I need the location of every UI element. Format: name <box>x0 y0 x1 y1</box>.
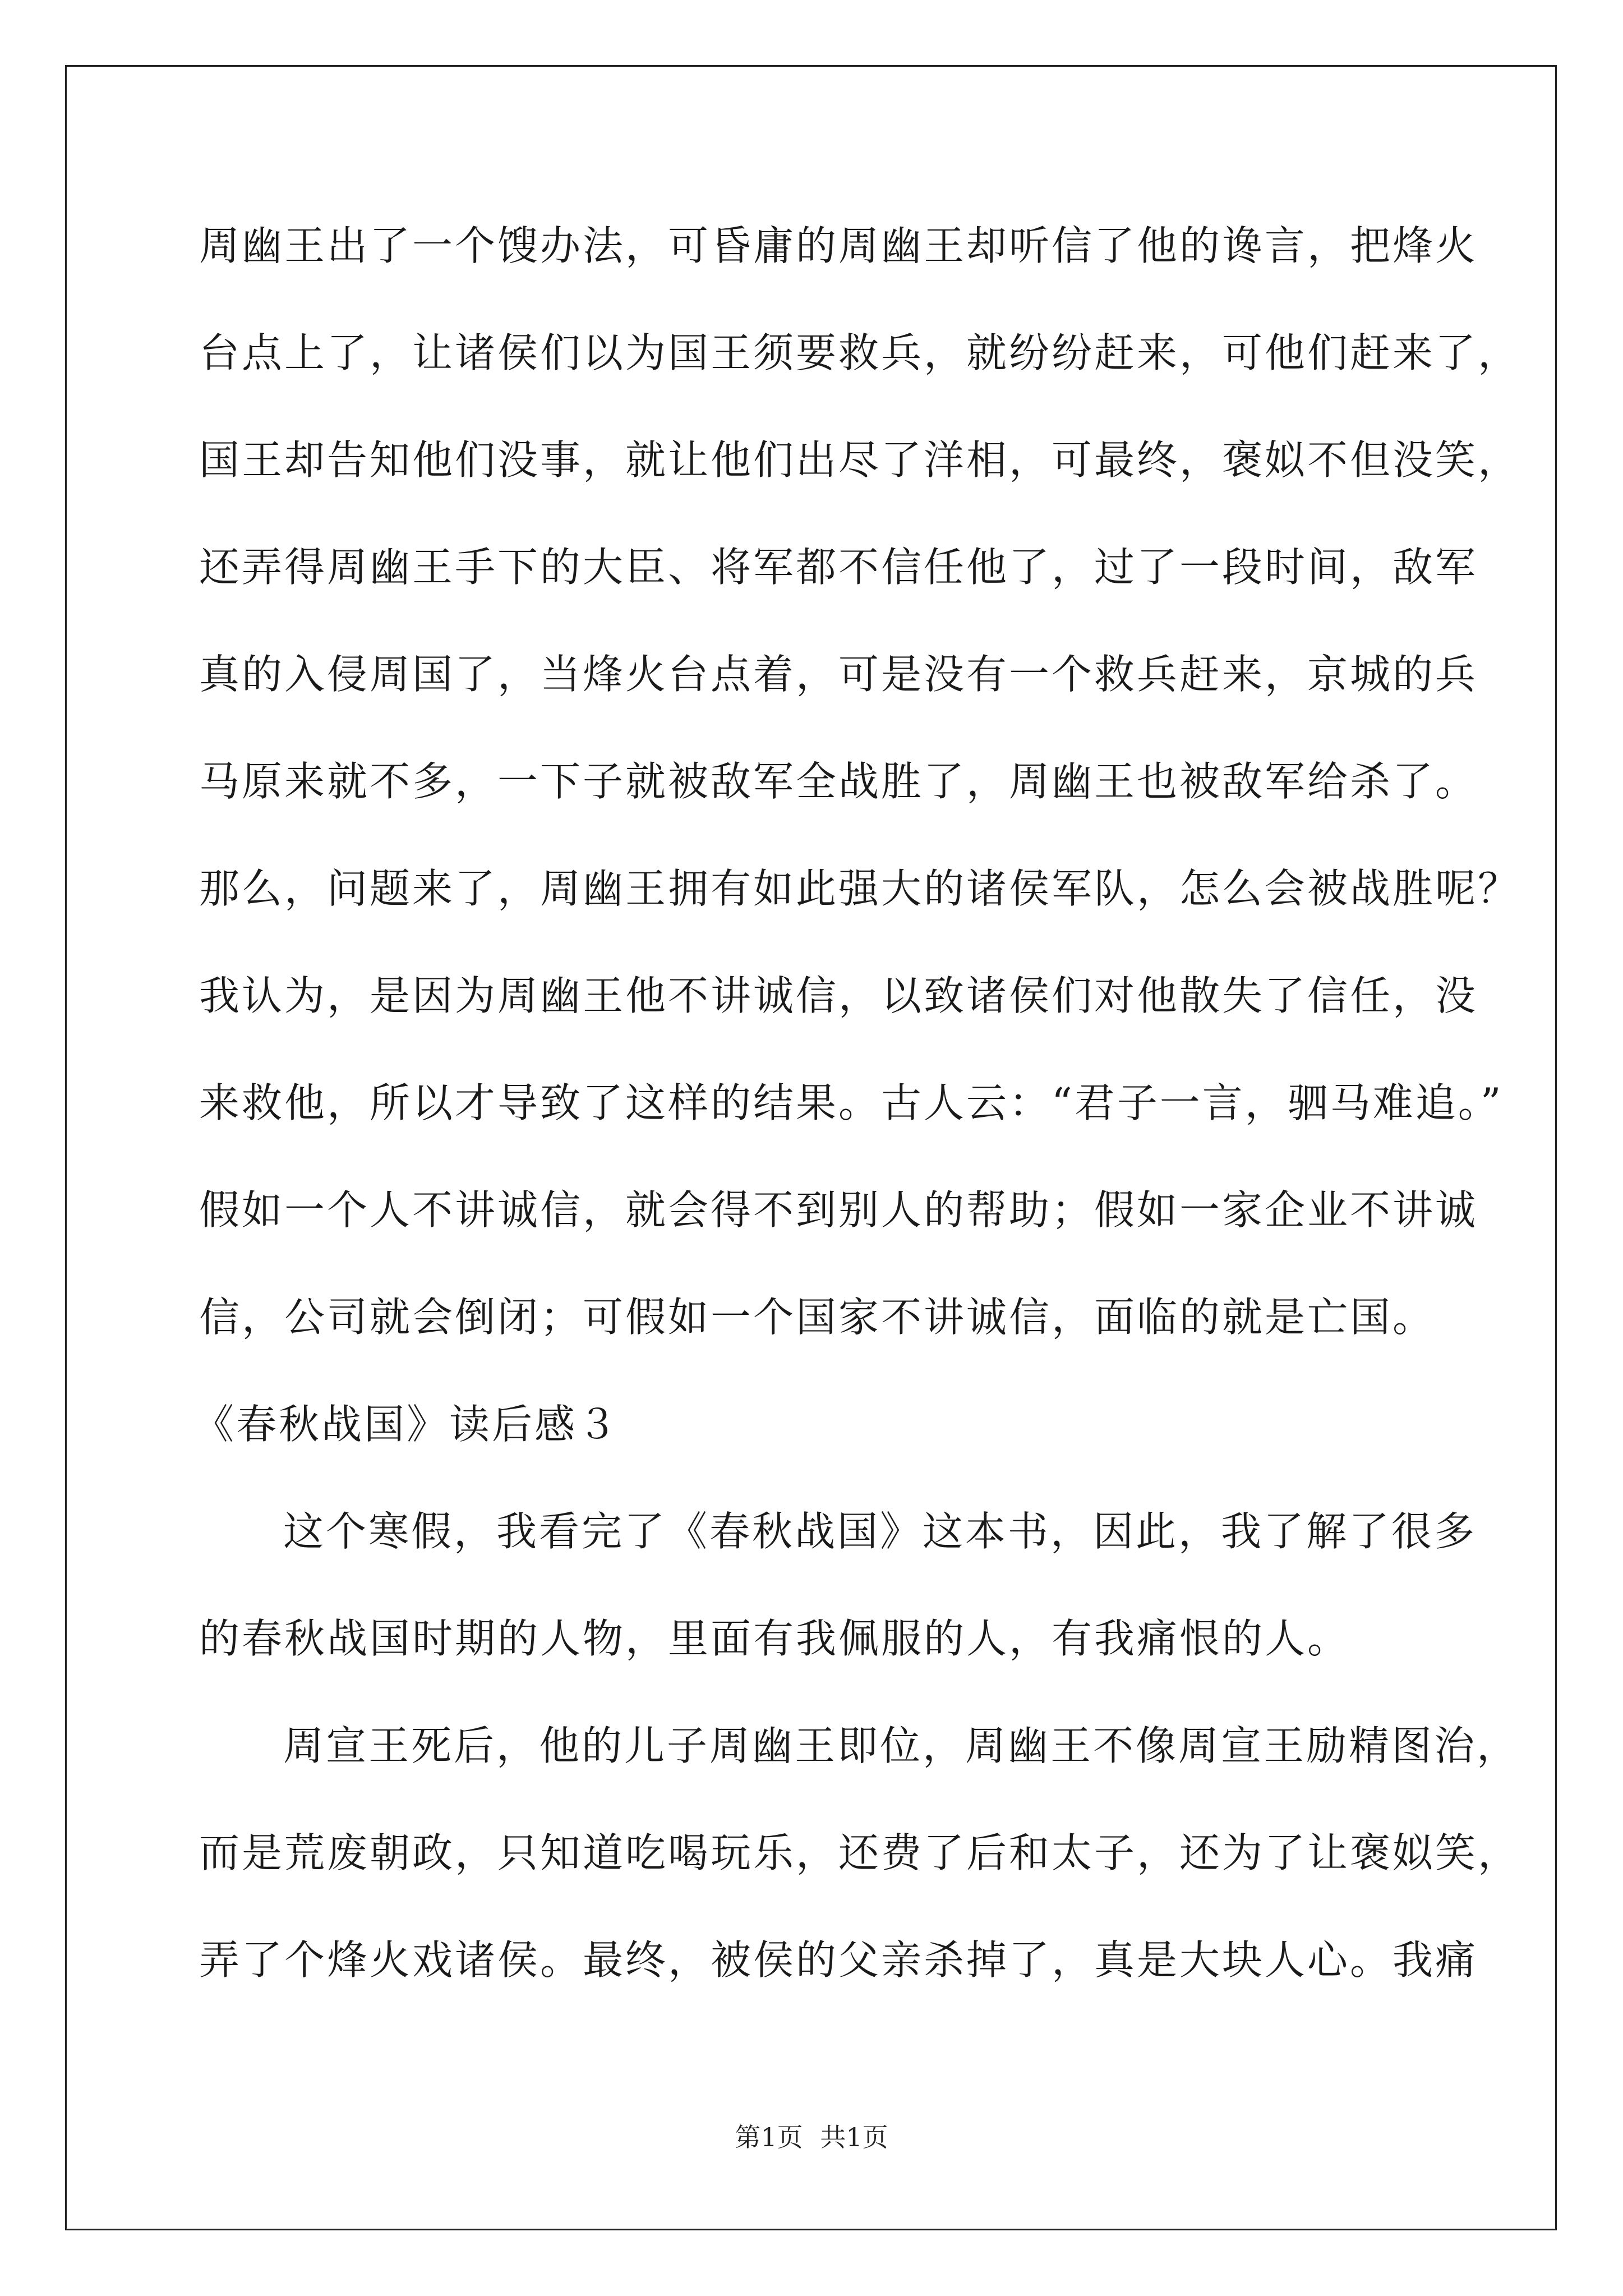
text-line: 那么，问题来了，周幽王拥有如此强大的诸侯军队，怎么会被战胜呢？ <box>199 865 1521 912</box>
text-line: 周幽王出了一个馊办法，可昏庸的周幽王却听信了他的谗言，把烽火 <box>199 222 1478 269</box>
text-line: 假如一个人不讲诚信，就会得不到别人的帮助；假如一家企业不讲诚 <box>199 1186 1478 1234</box>
text-line: 马原来就不多，一下子就被敌军全战胜了，周幽王也被敌军给杀了。 <box>199 758 1478 805</box>
text-line: 还弄得周幽王手下的大臣、将军都不信任他了，过了一段时间，敌军 <box>199 544 1478 591</box>
paragraph-line: 的春秋战国时期的人物，里面有我佩服的人，有我痛恨的人。 <box>199 1615 1350 1662</box>
text-line: 信，公司就会倒闭；可假如一个国家不讲诚信，面临的就是亡国。 <box>199 1294 1436 1341</box>
text-line: 来救他，所以才导致了这样的结果。古人云：“君子一言，驷马难追。” <box>199 1079 1504 1126</box>
page-footer <box>0 2120 1623 2154</box>
text-line: 真的入侵周国了，当烽火台点着，可是没有一个救兵赶来，京城的兵 <box>199 651 1478 698</box>
text-line: 台点上了，让诸侯们以为国王须要救兵，就纷纷赶来，可他们赶来了， <box>199 329 1521 376</box>
page-total: 共1页 <box>820 2122 888 2152</box>
paragraph-line: 周宣王死后，他的儿子周幽王即位，周幽王不像周宣王励精图治， <box>283 1722 1520 1769</box>
paragraph-line: 这个寒假，我看完了《春秋战国》这本书，因此，我了解了很多 <box>283 1508 1477 1555</box>
paragraph-line: 而是荒废朝政，只知道吃喝玩乐，还费了后和太子，还为了让褒姒笑， <box>199 1829 1521 1876</box>
text-line: 国王却告知他们没事，就让他们出尽了洋相，可最终，褒姒不但没笑， <box>199 436 1521 484</box>
section-heading: 《春秋战国》读后感３ <box>193 1401 620 1448</box>
text-line: 我认为，是因为周幽王他不讲诚信，以致诸侯们对他散失了信任，没 <box>199 972 1478 1019</box>
page-border <box>65 65 1557 2230</box>
page-number: 第1页 <box>735 2122 803 2152</box>
paragraph-line: 弄了个烽火戏诸侯。最终，被侯的父亲杀掉了，真是大块人心。我痛 <box>199 1936 1478 1984</box>
